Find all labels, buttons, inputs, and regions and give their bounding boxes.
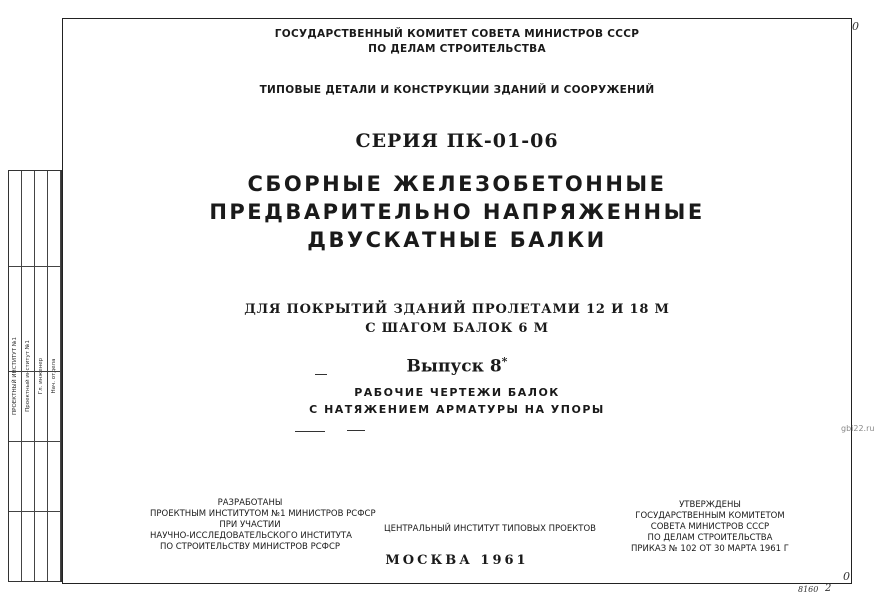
stamp-text: Гл. инженер	[38, 357, 44, 395]
subtitle-line-2: С НАТЯЖЕНИЕМ АРМАТУРЫ НА УПОРЫ	[309, 403, 605, 416]
purpose-line-2: С ШАГОМ БАЛОК 6 М	[365, 321, 549, 336]
stamp-text: Проектный институт №1	[25, 340, 31, 412]
handwritten-mark	[347, 430, 365, 431]
archive-code: 8160	[798, 585, 819, 594]
stamp-divider	[9, 266, 61, 267]
developed-line: ПРИ УЧАСТИИ	[219, 520, 281, 530]
central-institute: ЦЕНТРАЛЬНЫЙ ИНСТИТУТ ТИПОВЫХ ПРОЕКТОВ	[384, 524, 596, 534]
developed-line: РАЗРАБОТАНЫ	[217, 498, 283, 508]
committee-line-1: ГОСУДАРСТВЕННЫЙ КОМИТЕТ СОВЕТА МИНИСТРОВ СССР	[274, 28, 640, 40]
stamp-column	[9, 171, 22, 581]
page-number: 2	[825, 583, 832, 594]
handwritten-mark	[315, 374, 327, 375]
approved-line: СОВЕТА МИНИСТРОВ СССР	[650, 522, 770, 532]
title-stamp	[8, 170, 62, 582]
purpose-line-1: ДЛЯ ПОКРЫТИЙ ЗДАНИЙ ПРОЛЕТАМИ 12 И 18 М	[244, 302, 670, 317]
developed-line: ПО СТРОИТЕЛЬСТВУ МИНИСТРОВ РСФСР	[159, 542, 341, 552]
developed-line: ПРОЕКТНЫМ ИНСТИТУТОМ №1 МИНИСТРОВ РСФСР	[150, 509, 376, 519]
stamp-column	[48, 171, 61, 581]
title-line-1: СБОРНЫЕ ЖЕЛЕЗОБЕТОННЫЕ	[247, 172, 667, 196]
committee-line-2: ПО ДЕЛАМ СТРОИТЕЛЬСТВА	[368, 43, 546, 55]
stamp-text: Нач. отдела	[51, 358, 57, 394]
approved-line: УТВЕРЖДЕНЫ	[679, 500, 741, 510]
title-line-3: ДВУСКАТНЫЕ БАЛКИ	[307, 228, 607, 252]
approved-line: ПО ДЕЛАМ СТРОИТЕЛЬСТВА	[647, 533, 773, 543]
approved-line: ПРИКАЗ № 102 ОТ 30 МАРТА 1961 Г	[631, 544, 789, 554]
issue-number	[62, 355, 852, 377]
corner-mark: 0	[843, 570, 850, 583]
stamp-divider	[9, 371, 61, 372]
city-year: МОСКВА 1961	[385, 553, 529, 568]
issue-label: Выпуск 8	[406, 356, 502, 377]
series-number: СЕРИЯ ПК-01-06	[355, 130, 559, 152]
stamp-text: ПРОЕКТНЫЙ ИНСТИТУТ №1	[12, 337, 18, 415]
watermark-text: gbi22.ru	[841, 424, 875, 433]
approved-by-block	[610, 500, 810, 555]
stamp-column	[35, 171, 48, 581]
approved-line: ГОСУДАРСТВЕННЫМ КОМИТЕТОМ	[635, 511, 785, 521]
title-line-2: ПРЕДВАРИТЕЛЬНО НАПРЯЖЕННЫЕ	[209, 200, 705, 224]
corner-mark: 0	[852, 20, 859, 33]
handwritten-mark	[295, 431, 325, 432]
subtitle-line-1: РАБОЧИЕ ЧЕРТЕЖИ БАЛОК	[354, 386, 560, 399]
collection-title: ТИПОВЫЕ ДЕТАЛИ И КОНСТРУКЦИИ ЗДАНИЙ И СООРУЖЕНИЙ	[259, 84, 655, 96]
developed-by-block	[150, 498, 376, 553]
stamp-divider	[9, 511, 61, 512]
stamp-column	[22, 171, 35, 581]
issue-mark: *	[501, 355, 508, 368]
developed-line: НАУЧНО-ИССЛЕДОВАТЕЛЬСКОГО ИНСТИТУТА	[150, 531, 352, 541]
stamp-divider	[9, 441, 61, 442]
